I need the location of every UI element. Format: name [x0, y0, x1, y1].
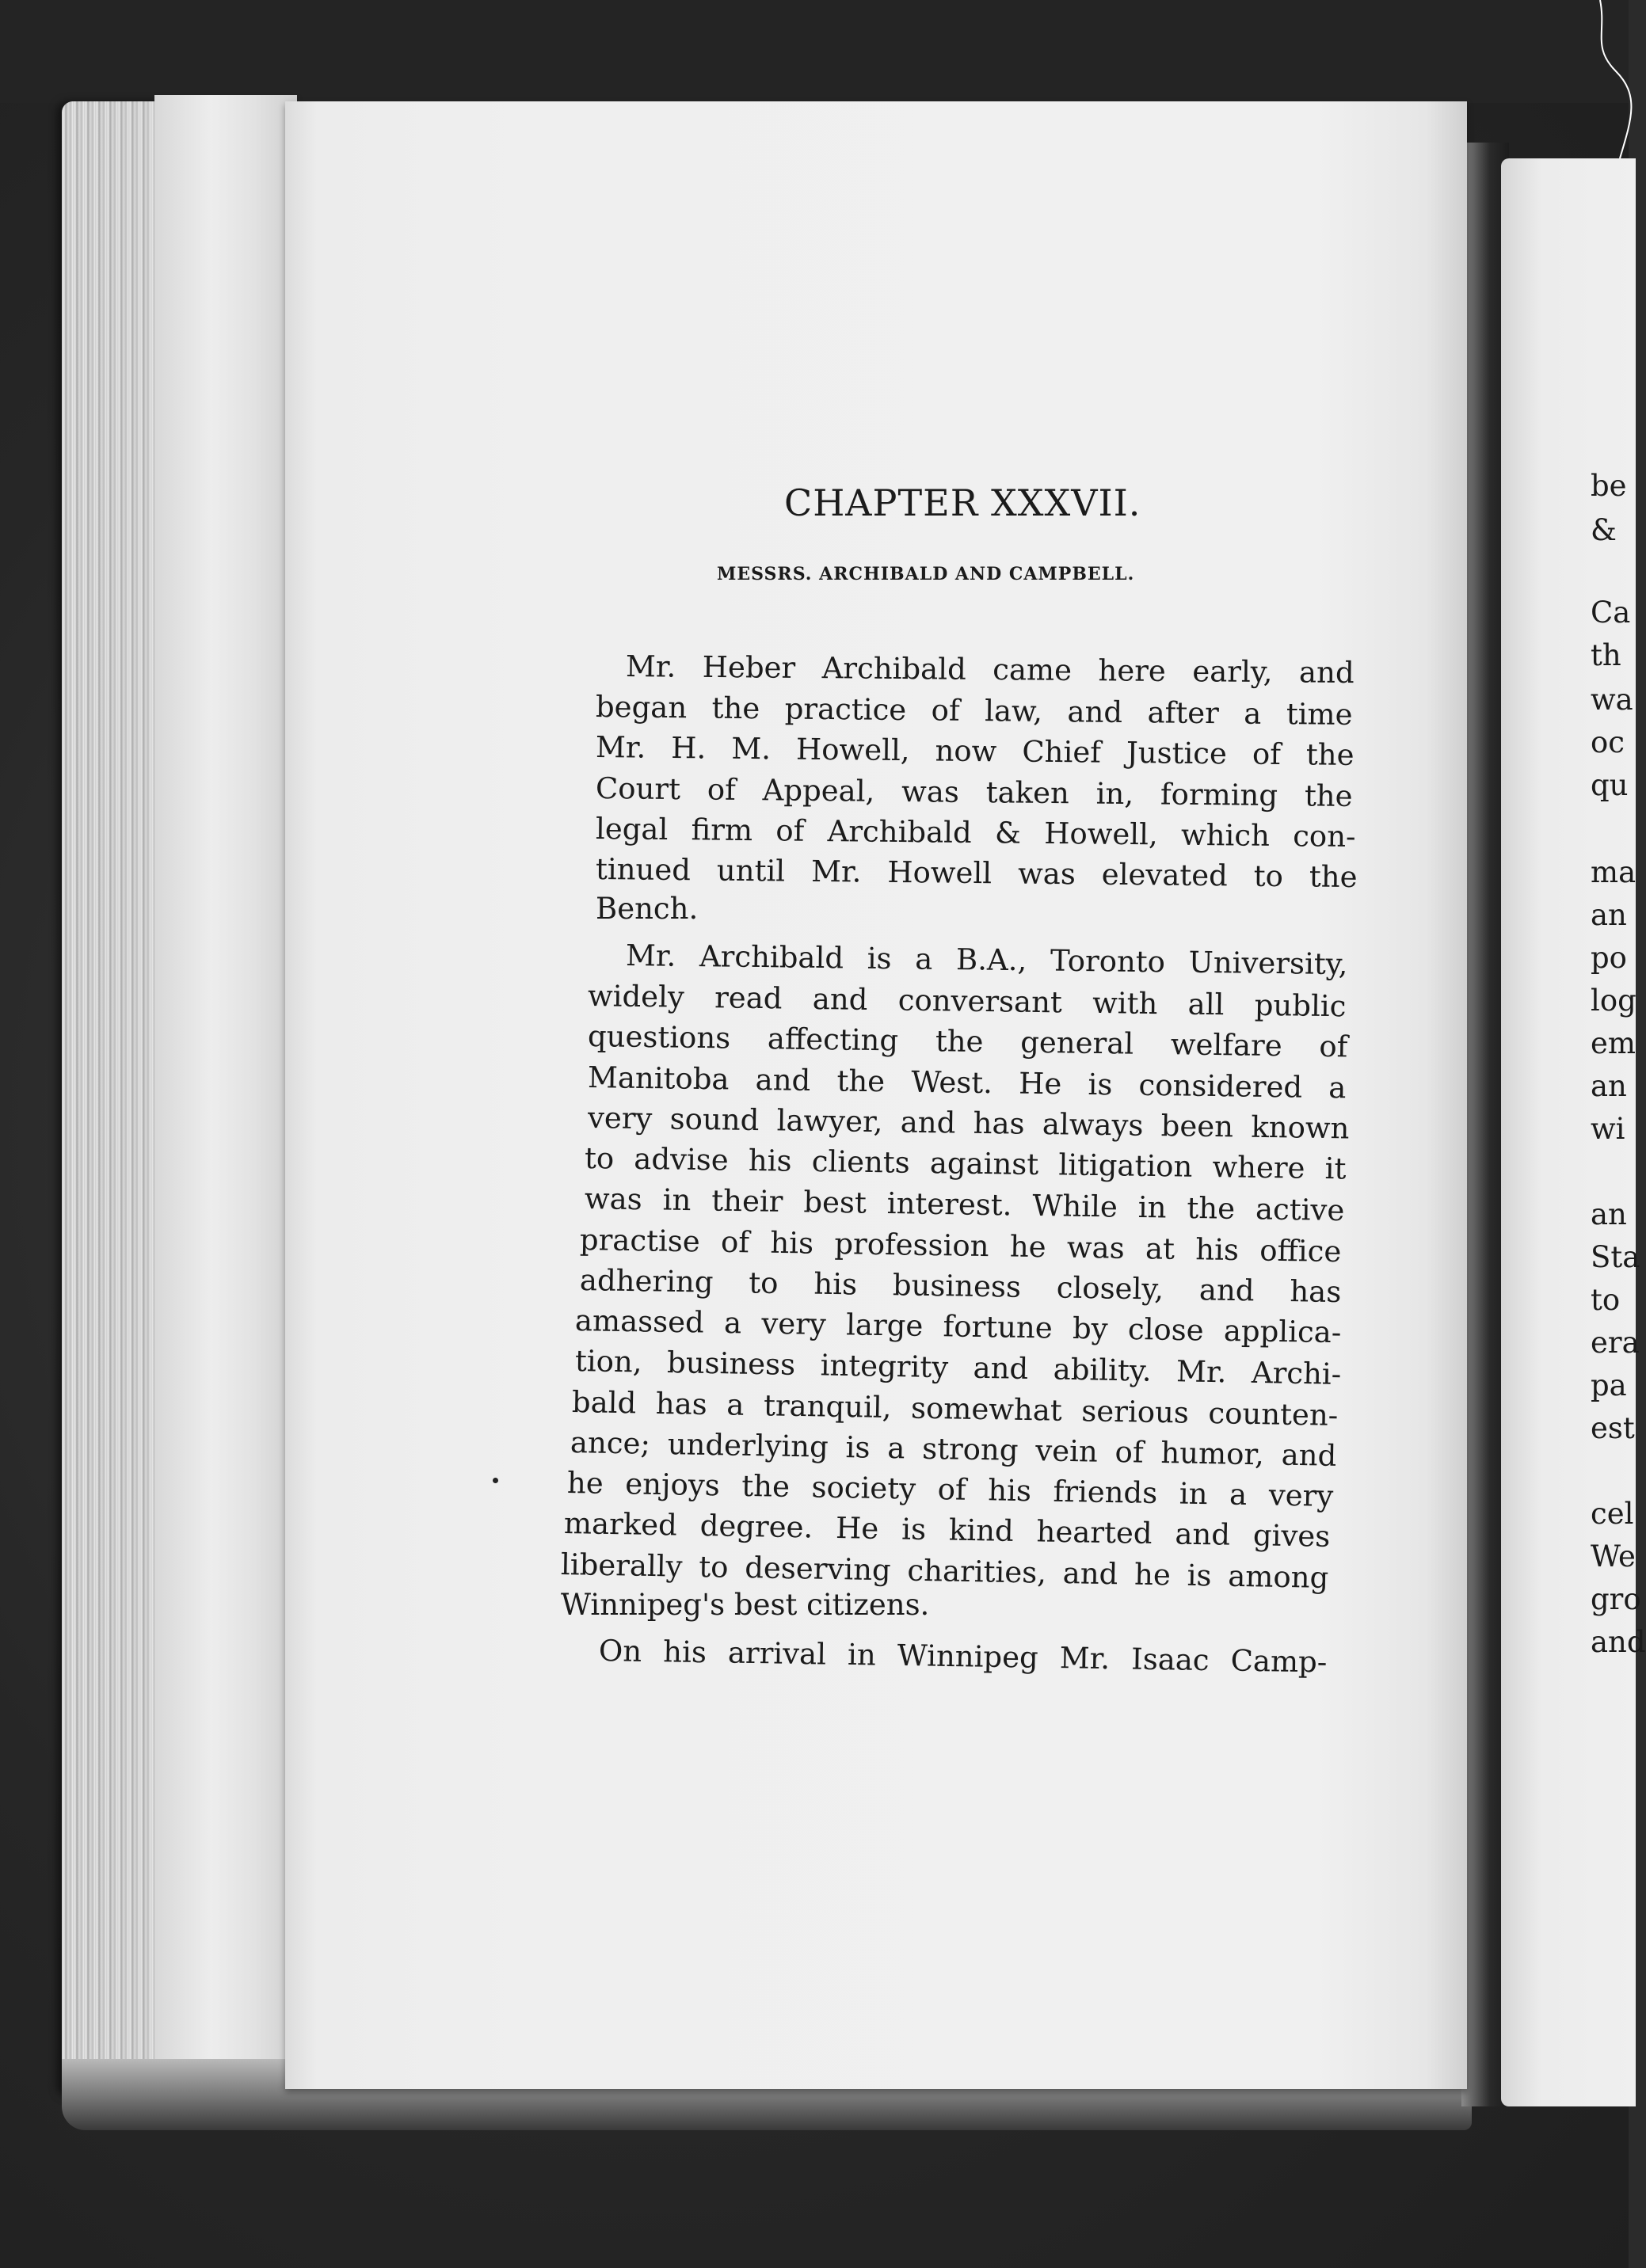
ink-speck — [493, 1478, 498, 1483]
right-page-fragment: era — [1591, 1326, 1640, 1360]
body-line: bald has a tranquil, somewhat serious counten- — [571, 1385, 1339, 1433]
body-line: amassed a very large fortune by close applica- — [574, 1303, 1342, 1350]
right-page-fragment: ma — [1591, 855, 1636, 889]
right-page-fragment: cel — [1591, 1497, 1634, 1531]
right-page-fragment: oc — [1591, 725, 1625, 759]
body-line: liberally to deserving charities, and he is among — [560, 1547, 1329, 1595]
right-page-fragment: po — [1591, 941, 1627, 975]
right-page-fragment: wi — [1591, 1112, 1625, 1146]
body-line: he enjoys the society of his friends in a very — [566, 1466, 1334, 1513]
right-page-fragment: log — [1591, 984, 1636, 1018]
body-line: questions affecting the general welfare of — [587, 1019, 1348, 1064]
body-line: Manitoba and the West. He is considered a — [587, 1060, 1347, 1105]
body-line: adhering to his business closely, and has — [579, 1263, 1342, 1310]
right-page-fragment: to — [1591, 1283, 1621, 1317]
right-page-fragment: em — [1591, 1026, 1636, 1060]
body-line: tion, business integrity and ability. Mr. Archi- — [574, 1344, 1342, 1391]
body-line: On his arrival in Winnipeg Mr. Isaac Camp- — [598, 1634, 1328, 1680]
body-line: was in their best interest. While in the active — [584, 1182, 1345, 1228]
right-page-fragment: est — [1591, 1411, 1635, 1445]
body-line: tinued until Mr. Howell was elevated to the — [595, 852, 1358, 895]
body-line: ance; underlying is a strong vein of humor, and — [570, 1425, 1337, 1473]
body-line: Mr. Heber Archibald came here early, and — [625, 649, 1355, 691]
body-line: marked degree. He is kind hearted and gives — [563, 1506, 1331, 1554]
right-page-fragment: be — [1591, 469, 1627, 503]
body-line: very sound lawyer, and has always been known — [587, 1101, 1350, 1146]
body-line: began the practice of law, and after a time — [595, 690, 1353, 733]
chapter-subtitle: MESSRS. ARCHIBALD AND CAMPBELL. — [717, 564, 1135, 584]
bookmark-string — [1584, 0, 1632, 190]
right-page-fragment: gro — [1591, 1582, 1641, 1616]
right-page-fragment: an — [1591, 1069, 1627, 1103]
body-line: Mr. Archibald is a B.A., Toronto University, — [625, 938, 1348, 982]
background-top — [0, 0, 1629, 103]
right-page-fragment: and — [1591, 1625, 1646, 1659]
right-page-fragment: pa — [1591, 1368, 1627, 1402]
body-line: Winnipeg's best citizens. — [561, 1588, 930, 1622]
body-line: widely read and conversant with all public — [587, 979, 1347, 1024]
body-line: practise of his profession he was at his office — [579, 1223, 1342, 1269]
page-block-inner — [154, 95, 297, 2091]
right-page-fragment: an — [1591, 898, 1627, 932]
body-line: legal firm of Archibald & Howell, which con- — [595, 812, 1356, 854]
right-page-fragment: an — [1591, 1197, 1627, 1231]
right-page-fragment: & — [1591, 513, 1617, 547]
right-page-fragment: qu — [1591, 768, 1629, 802]
body-line: Mr. H. M. Howell, now Chief Justice of the — [595, 730, 1355, 773]
chapter-title: CHAPTER XXXVII. — [784, 481, 1141, 524]
right-page-fragment: Ca — [1591, 596, 1631, 630]
body-line: Court of Appeal, was taken in, forming the — [595, 771, 1353, 814]
body-line: Bench. — [596, 892, 699, 926]
right-page-fragment: We — [1591, 1539, 1636, 1574]
body-line: to advise his clients against litigation where it — [584, 1141, 1347, 1186]
right-page-fragment: wa — [1591, 683, 1633, 717]
right-page-fragment: th — [1591, 638, 1621, 672]
right-page-fragment: Sta — [1591, 1240, 1640, 1274]
